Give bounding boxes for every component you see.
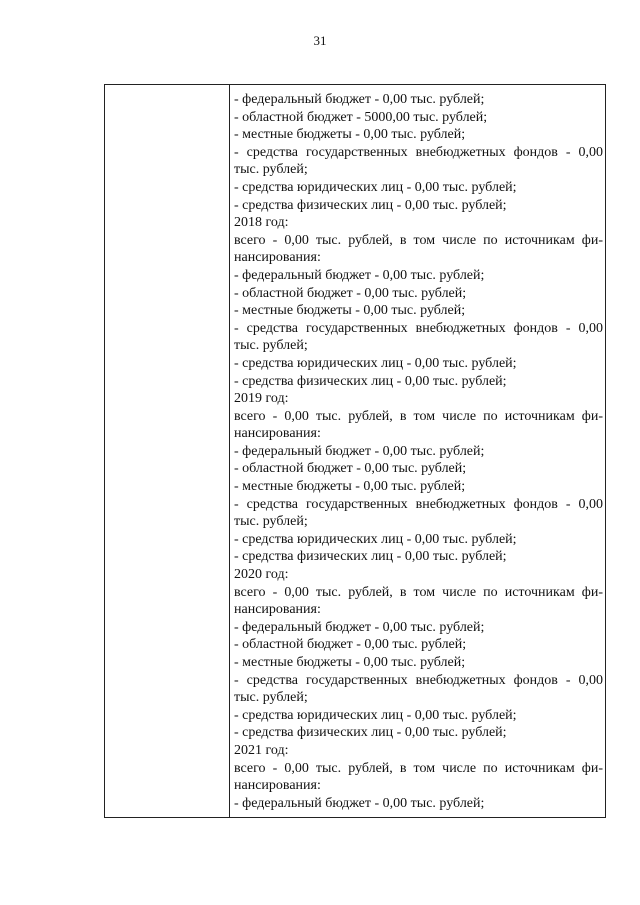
funding-line: - местные бюджеты - 0,00 тыс. рублей; <box>234 655 466 670</box>
funding-line: всего - 0,00 тыс. рублей, в том числе по источникам фи- <box>234 584 603 600</box>
funding-line: тыс. рублей; <box>234 162 308 178</box>
column-divider <box>229 85 230 817</box>
funding-line: - средства физических лиц - 0,00 тыс. рублей; <box>234 549 507 565</box>
funding-line: нансирования: <box>234 250 321 266</box>
funding-line: 2021 год: <box>234 742 289 758</box>
funding-line: 2018 год: <box>234 215 289 231</box>
funding-line: тыс. рублей; <box>234 514 308 530</box>
page-number: 31 <box>313 33 327 48</box>
funding-line: - средства юридических лиц - 0,00 тыс. рублей; <box>234 707 517 723</box>
funding-line: всего - 0,00 тыс. рублей, в том числе по источникам фи- <box>234 408 603 424</box>
funding-line: - областной бюджет - 5000,00 тыс. рублей; <box>234 109 488 125</box>
funding-line: - федеральный бюджет - 0,00 тыс. рублей; <box>234 267 485 283</box>
funding-line: - федеральный бюджет - 0,00 тыс. рублей; <box>234 795 485 811</box>
funding-line: - средства юридических лиц - 0,00 тыс. рублей; <box>234 179 517 195</box>
funding-line: - средства государственных внебюджетных фондов - 0,00 <box>234 320 603 336</box>
funding-line: тыс. рублей; <box>234 338 308 354</box>
funding-line: всего - 0,00 тыс. рублей, в том числе по источникам фи- <box>234 232 603 248</box>
funding-line: 2019 год: <box>234 391 289 407</box>
funding-line: - средства юридических лиц - 0,00 тыс. рублей; <box>234 355 517 371</box>
funding-line: 2020 год: <box>234 567 289 583</box>
funding-line: - федеральный бюджет - 0,00 тыс. рублей; <box>234 92 485 107</box>
funding-line: - средства государственных внебюджетных фондов - 0,00 <box>234 144 603 160</box>
funding-line: - областной бюджет - 0,00 тыс. рублей; <box>234 285 467 301</box>
funding-line: - местные бюджеты - 0,00 тыс. рублей; <box>234 303 466 319</box>
funding-line: - местные бюджеты - 0,00 тыс. рублей; <box>234 479 466 495</box>
funding-line: всего - 0,00 тыс. рублей, в том числе по источникам фи- <box>234 760 603 776</box>
funding-line: - областной бюджет - 0,00 тыс. рублей; <box>234 461 467 477</box>
funding-line: - средства физических лиц - 0,00 тыс. рублей; <box>234 197 507 213</box>
funding-line: - федеральный бюджет - 0,00 тыс. рублей; <box>234 619 485 635</box>
funding-line: - средства физических лиц - 0,00 тыс. рублей; <box>234 373 507 389</box>
funding-line: - средства государственных внебюджетных фондов - 0,00 <box>234 496 603 512</box>
funding-line: - местные бюджеты - 0,00 тыс. рублей; <box>234 127 466 143</box>
funding-line: нансирования: <box>234 778 321 794</box>
funding-line: - областной бюджет - 0,00 тыс. рублей; <box>234 637 467 653</box>
funding-line: - средства физических лиц - 0,00 тыс. рублей; <box>234 725 507 741</box>
funding-line: - средства юридических лиц - 0,00 тыс. рублей; <box>234 531 517 547</box>
funding-sources-cell <box>234 91 603 812</box>
funding-line: нансирования: <box>234 426 321 442</box>
funding-line: тыс. рублей; <box>234 690 308 706</box>
funding-line: нансирования: <box>234 602 321 618</box>
funding-line: - средства государственных внебюджетных фондов - 0,00 <box>234 672 603 688</box>
funding-table <box>104 84 606 818</box>
funding-line: - федеральный бюджет - 0,00 тыс. рублей; <box>234 443 485 459</box>
